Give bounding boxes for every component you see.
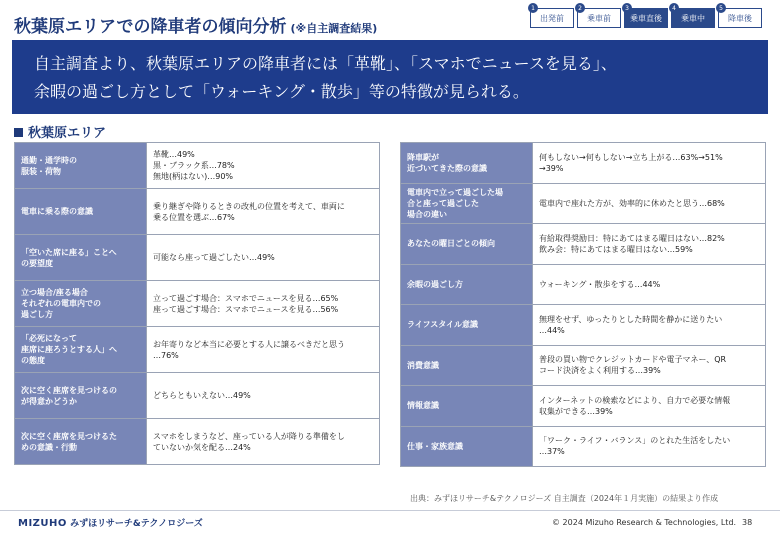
- journey-step: [577, 4, 621, 28]
- copyright: © 2024 Mizuho Research & Technologies, Ltd.: [552, 518, 737, 527]
- step-label: 乗車前: [587, 13, 611, 23]
- journey-steps: [530, 4, 762, 28]
- attribute-value: 有給取得奨励日：特にあてはまる曜日はない…82% 飲み会：特にあてはまる曜日はない…59%: [533, 224, 766, 265]
- attribute-value: 革靴…49% 黒・ブラック系…78% 無地(柄はない)…90%: [147, 143, 380, 189]
- attribute-label: 降車駅が 近づいてきた際の意識: [401, 143, 533, 184]
- table-row: [401, 386, 766, 427]
- attribute-value: ウォーキング・散歩をする…44%: [533, 264, 766, 305]
- attribute-value: お年寄りなど本当に必要とする人に譲るべきだと思う …76%: [147, 327, 380, 373]
- table-row: [15, 143, 380, 189]
- table-row: [401, 426, 766, 467]
- attribute-value: 無理をせず、ゆったりとした時間を静かに送りたい …44%: [533, 305, 766, 346]
- attribute-value: 何もしない→何もしない→立ち上がる…63%→51% →39%: [533, 143, 766, 184]
- step-number: 1: [528, 3, 538, 13]
- attribute-value: インターネットの検索などにより、自力で必要な情報 収集ができる…39%: [533, 386, 766, 427]
- step-label: 出発前: [540, 13, 564, 23]
- attribute-label: 余暇の過ごし方: [401, 264, 533, 305]
- company-logo: [18, 516, 203, 529]
- attribute-value: 電車内で座れた方が、効率的に休めたと思う…68%: [533, 183, 766, 224]
- attribute-value: スマホをしまうなど、座っている人が降りる準備をし ていないか気を配る…24%: [147, 419, 380, 465]
- step-number: 5: [716, 3, 726, 13]
- attribute-label: 立つ場合/座る場合 それぞれの電車内での 過ごし方: [15, 281, 147, 327]
- logo-name: みずほリサーチ&テクノロジーズ: [70, 519, 203, 529]
- right-attribute-table: [400, 142, 766, 467]
- step-label: 降車後: [728, 13, 752, 23]
- attribute-label: 電車に乗る際の意識: [15, 189, 147, 235]
- attribute-label: 次に空く座席を見つけるの が得意かどうか: [15, 373, 147, 419]
- attribute-label: 「必死になって 座席に座ろうとする人」へ の態度: [15, 327, 147, 373]
- step-number: 4: [669, 3, 679, 13]
- attribute-value: どちらともいえない…49%: [147, 373, 380, 419]
- table-row: [15, 281, 380, 327]
- journey-step: [530, 4, 574, 28]
- table-row: [15, 189, 380, 235]
- source-note: 出典：みずほリサーチ&テクノロジーズ 自主調査（2024年１月実施）の結果より作成: [410, 494, 719, 503]
- attribute-label: 情報意識: [401, 386, 533, 427]
- square-bullet-icon: [14, 128, 23, 137]
- attribute-label: 通勤・通学時の 服装・荷物: [15, 143, 147, 189]
- attribute-label: 消費意識: [401, 345, 533, 386]
- title-note: (※自主調査結果): [290, 22, 378, 35]
- journey-step: [718, 4, 762, 28]
- page-title-text: 秋葉原エリアでの降車者の傾向分析: [14, 17, 287, 37]
- attribute-label: あなたの曜日ごとの傾向: [401, 224, 533, 265]
- table-row: [15, 373, 380, 419]
- summary-line-1: 自主調査より、秋葉原エリアの降車者には「革靴」、「スマホでニュースを見る」、: [34, 54, 617, 73]
- logo-mark: MIZUHO: [18, 518, 67, 529]
- attribute-label: ライフスタイル意識: [401, 305, 533, 346]
- attribute-label: 次に空く座席を見つけるた めの意識・行動: [15, 419, 147, 465]
- step-number: 2: [575, 3, 585, 13]
- summary-banner: [12, 40, 768, 114]
- step-number: 3: [622, 3, 632, 13]
- attribute-value: 乗り継ぎや降りるときの改札の位置を考えて、車両に 乗る位置を選ぶ…67%: [147, 189, 380, 235]
- table-row: [15, 327, 380, 373]
- page-title: [14, 12, 377, 37]
- table-row: [401, 224, 766, 265]
- section-heading-text: 秋葉原エリア: [28, 126, 107, 141]
- table-row: [401, 143, 766, 184]
- table-row: [401, 345, 766, 386]
- journey-step: [624, 4, 668, 28]
- table-row: [15, 235, 380, 281]
- left-attribute-table: [14, 142, 380, 465]
- attribute-value: 「ワーク・ライフ・バランス」のとれた生活をしたい …37%: [533, 426, 766, 467]
- table-row: [401, 183, 766, 224]
- attribute-label: 「空いた席に座る」ことへ の要望度: [15, 235, 147, 281]
- table-row: [401, 264, 766, 305]
- section-heading: [14, 122, 106, 141]
- step-label: 乗車直後: [630, 13, 662, 23]
- attribute-label: 仕事・家族意識: [401, 426, 533, 467]
- attribute-label: 電車内で立って過ごした場 合と座って過ごした 場合の違い: [401, 183, 533, 224]
- step-label: 乗車中: [681, 13, 705, 23]
- table-row: [15, 419, 380, 465]
- summary-line-2: 余暇の過ごし方として「ウォーキング・散歩」等の特徴が見られる。: [34, 82, 529, 101]
- footer-divider: [0, 510, 780, 511]
- page-number: 38: [742, 518, 753, 527]
- table-row: [401, 305, 766, 346]
- attribute-value: 可能なら座って過ごしたい…49%: [147, 235, 380, 281]
- attribute-value: 普段の買い物でクレジットカードや電子マネー、QR コード決済をよく利用する…39%: [533, 345, 766, 386]
- attribute-value: 立って過ごす場合：スマホでニュースを見る…65% 座って過ごす場合：スマホでニュースを見る…56%: [147, 281, 380, 327]
- journey-step: [671, 4, 715, 28]
